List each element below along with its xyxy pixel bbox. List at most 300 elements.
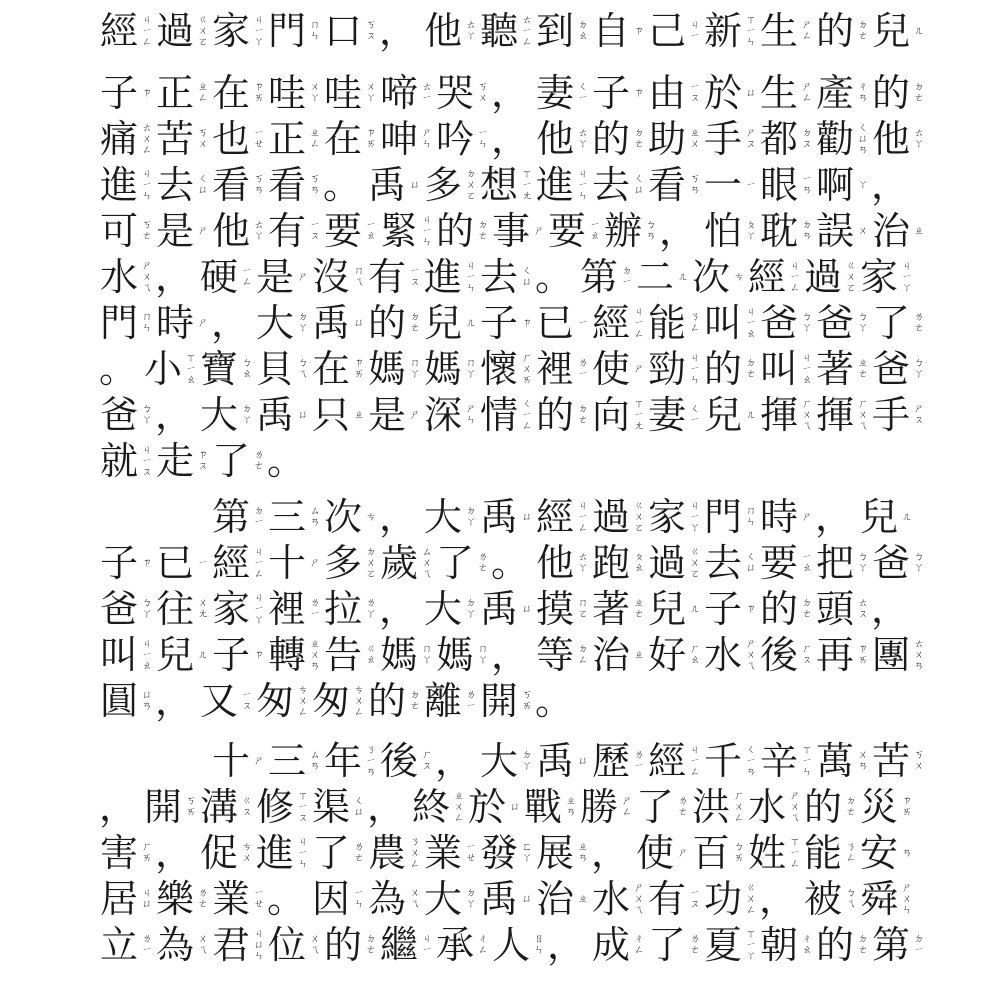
hanzi: 經 (211, 541, 250, 585)
hanzi: 正 (155, 71, 194, 115)
zhuyin: ㄐ ㄧ ㄚ (902, 260, 912, 294)
glyph (535, 5, 591, 57)
zhuyin: ㄓ ㄥ (310, 128, 320, 150)
zhuyin: ㄉ ㄜ (802, 598, 812, 620)
zhuyin: ㄗ (254, 649, 264, 661)
zhuyin: ㄈ ㄚ (522, 842, 532, 864)
zhuyin: ㄐ ㄧ ㄣ (578, 168, 588, 202)
zhuyin: ㄍ ㄨ ㄛ (846, 260, 856, 294)
hanzi: 辛 (759, 739, 798, 783)
hanzi: 己 (647, 9, 686, 53)
glyph (647, 5, 703, 57)
zhuyin: ㄦ (198, 649, 208, 661)
zhuyin: ㄑ ㄩ ㄢ (858, 122, 868, 156)
glyph (143, 781, 199, 833)
glyph (423, 583, 479, 635)
punctuation: ， (871, 587, 910, 631)
zhuyin: ㄩ (522, 603, 532, 615)
glyph (535, 629, 591, 681)
zhuyin: ㄏ ㄠ (690, 644, 700, 666)
glyph (155, 583, 211, 635)
hanzi: 千 (703, 739, 742, 783)
glyph (647, 159, 703, 211)
glyph (815, 5, 871, 57)
zhuyin: ㄕ ㄥ (802, 82, 812, 104)
hanzi: 兒 (647, 587, 686, 631)
glyph (703, 629, 759, 681)
zhuyin: ㄧ ㄠ (366, 220, 376, 242)
zhuyin: ㄘ (366, 511, 376, 523)
glyph (211, 491, 267, 543)
zhuyin: ㄉ ㄜ (478, 220, 488, 242)
zhuyin: ㄕ ㄡ (746, 128, 756, 150)
glyph (435, 629, 491, 681)
hanzi: 開 (143, 785, 182, 829)
zhuyin: ㄍ ㄨ ㄛ (198, 14, 208, 48)
hanzi: 緊 (379, 209, 418, 253)
hanzi: 苦 (155, 117, 194, 161)
zhuyin: ㄗ ㄞ (858, 644, 868, 666)
glyph (759, 919, 815, 971)
glyph (423, 251, 479, 303)
glyph (647, 491, 703, 543)
glyph (479, 827, 535, 879)
glyph (491, 67, 535, 119)
hanzi: 拉 (323, 587, 362, 631)
hanzi: 在 (323, 117, 362, 161)
hanzi: 匆 (311, 679, 350, 723)
glyph (579, 781, 635, 833)
punctuation: ， (435, 739, 474, 783)
hanzi: 懷 (479, 347, 518, 391)
hanzi: 能 (803, 831, 842, 875)
hanzi: 告 (323, 633, 362, 677)
hanzi: 媽 (379, 633, 418, 677)
punctuation: ， (379, 495, 418, 539)
glyph (647, 583, 703, 635)
punctuation: 。 (535, 679, 574, 723)
hanzi: 妻 (647, 393, 686, 437)
hanzi: 次 (323, 495, 362, 539)
zhuyin: ㄉ ㄜ (858, 934, 868, 956)
glyph (759, 389, 815, 441)
hanzi: 朝 (759, 923, 798, 967)
glyph (379, 537, 435, 589)
zhuyin: ㄐ ㄧ ㄚ (254, 14, 264, 48)
hanzi: 要 (547, 209, 586, 253)
glyph (155, 629, 211, 681)
glyph (99, 873, 155, 925)
hanzi: 叫 (99, 633, 138, 677)
zhuyin: ㄌ ㄜ (690, 934, 700, 956)
zhuyin: ㄧ (746, 179, 756, 191)
glyph (871, 67, 927, 119)
hanzi: 再 (815, 633, 854, 677)
glyph (491, 629, 535, 681)
glyph (211, 873, 267, 925)
glyph (267, 537, 323, 589)
zhuyin: ㄧ ㄥ (242, 266, 252, 288)
glyph (859, 781, 915, 833)
punctuation: ， (155, 831, 194, 875)
glyph (591, 389, 647, 441)
glyph (379, 629, 435, 681)
hanzi: 後 (379, 739, 418, 783)
glyph (859, 251, 915, 303)
glyph (199, 675, 255, 727)
zhuyin: ㄨ ㄟ (410, 888, 420, 910)
glyph (535, 735, 591, 787)
hanzi: 成 (591, 923, 630, 967)
hanzi: 兒 (155, 633, 194, 677)
hanzi: 大 (199, 393, 238, 437)
punctuation: ， (379, 587, 418, 631)
zhuyin: ㄉ ㄥ (578, 644, 588, 666)
hanzi: 大 (479, 739, 518, 783)
hanzi: 的 (703, 347, 742, 391)
zhuyin: ㄋ ㄥ (846, 842, 856, 864)
glyph (479, 873, 535, 925)
zhuyin: ㄓ (634, 649, 644, 661)
zhuyin: ㄕ (802, 511, 812, 523)
zhuyin: ㄊ ㄚ (254, 220, 264, 242)
glyph (759, 113, 815, 165)
glyph (815, 629, 871, 681)
glyph (859, 491, 915, 543)
glyph (635, 827, 691, 879)
glyph (591, 827, 635, 879)
zhuyin: ㄨ ㄟ (198, 934, 208, 956)
zhuyin: ㄉ ㄚ (466, 888, 476, 910)
hanzi: 禹 (479, 877, 518, 921)
hanzi: 了 (211, 439, 250, 483)
hanzi: 水 (99, 255, 138, 299)
zhuyin: ㄐ ㄧ ㄚ (254, 592, 264, 626)
zhuyin: ㄊ ㄚ (466, 20, 476, 42)
glyph (759, 735, 815, 787)
glyph (803, 873, 859, 925)
zhuyin: ㄉ ㄜ (634, 128, 644, 150)
zhuyin: ㄦ (678, 271, 688, 283)
hanzi: 在 (211, 71, 250, 115)
glyph (155, 675, 199, 727)
zhuyin: ㄑ ㄩ (198, 174, 208, 196)
glyph (367, 781, 411, 833)
hanzi: 就 (99, 439, 138, 483)
glyph (815, 205, 871, 257)
punctuation: 。 (323, 163, 362, 207)
zhuyin: ㄗ ㄡ (198, 450, 208, 472)
glyph (703, 113, 759, 165)
zhuyin: ㄨ ㄚ (310, 82, 320, 104)
glyph (155, 5, 211, 57)
zhuyin: ㄧ ㄡ (242, 690, 252, 712)
zhuyin: ㄎ ㄢ (254, 174, 264, 196)
zhuyin: ㄉ ㄨ ㄛ (366, 546, 376, 580)
hanzi: 夏 (703, 923, 742, 967)
zhuyin: ㄘ ㄨ ㄥ (354, 684, 364, 718)
hanzi: 修 (255, 785, 294, 829)
hanzi: 時 (155, 301, 194, 345)
glyph (479, 491, 535, 543)
zhuyin: ㄕ ㄨ ㄟ (790, 790, 800, 824)
hanzi: 爸 (815, 301, 854, 345)
zhuyin: ㄒ ㄧ ㄥ (790, 836, 800, 870)
glyph (491, 205, 547, 257)
zhuyin: ㄍ ㄨ ㄛ (634, 500, 644, 534)
hanzi: 手 (871, 393, 910, 437)
glyph (255, 781, 311, 833)
glyph (759, 297, 815, 349)
glyph (435, 205, 491, 257)
zhuyin: ㄕ ㄣ (422, 128, 432, 150)
text-line (99, 919, 927, 971)
glyph (491, 919, 547, 971)
glyph (211, 735, 267, 787)
glyph (759, 205, 815, 257)
hanzi: 十 (267, 541, 306, 585)
glyph (759, 873, 803, 925)
hanzi: 業 (423, 831, 462, 875)
glyph (155, 113, 211, 165)
glyph (815, 491, 859, 543)
punctuation: 。 (491, 541, 530, 585)
glyph (267, 435, 311, 487)
hanzi: 看 (267, 163, 306, 207)
zhuyin: ㄌ ㄧ (310, 598, 320, 620)
zhuyin: ㄕ ㄨ ㄟ (746, 638, 756, 672)
glyph (379, 491, 423, 543)
zhuyin: ㄍ ㄠ (366, 644, 376, 666)
glyph (267, 5, 323, 57)
glyph (211, 5, 267, 57)
zhuyin: ㄐ ㄧ (690, 20, 700, 42)
hanzi: 的 (815, 9, 854, 53)
hanzi: 他 (535, 541, 574, 585)
glyph (99, 491, 155, 543)
hanzi: 過 (803, 255, 842, 299)
zhuyin: ㄗ (634, 87, 644, 99)
hanzi: 過 (591, 495, 630, 539)
zhuyin: ㄧ ㄣ (478, 128, 488, 150)
glyph (747, 781, 803, 833)
zhuyin: ㄘ (734, 271, 744, 283)
hanzi: 終 (411, 785, 450, 829)
glyph (703, 537, 759, 589)
hanzi: 硬 (199, 255, 238, 299)
hanzi: 去 (155, 163, 194, 207)
zhuyin: ㄅ ㄚ (858, 312, 868, 334)
text-line (99, 297, 927, 349)
glyph (99, 297, 155, 349)
glyph (691, 251, 747, 303)
hanzi: 他 (211, 209, 250, 253)
hanzi: 可 (99, 209, 138, 253)
zhuyin: ㄢ (902, 847, 912, 859)
text-line (99, 583, 915, 635)
glyph (647, 919, 703, 971)
hanzi: 看 (211, 163, 250, 207)
hanzi: 助 (647, 117, 686, 161)
zhuyin: ㄧ ㄡ (410, 266, 420, 288)
hanzi: 是 (155, 209, 194, 253)
hanzi: 沒 (311, 255, 350, 299)
hanzi: 爸 (759, 301, 798, 345)
zhuyin: ㄐ ㄧ ㄥ (142, 14, 152, 48)
glyph (155, 67, 211, 119)
text-line (99, 491, 915, 543)
punctuation: 。 (535, 255, 574, 299)
hanzi: 門 (99, 301, 138, 345)
glyph (211, 435, 267, 487)
hanzi: 時 (759, 495, 798, 539)
punctuation: ， (99, 785, 138, 829)
hanzi: 去 (591, 163, 630, 207)
hanzi: 的 (759, 587, 798, 631)
hanzi: 治 (535, 877, 574, 921)
glyph (479, 297, 535, 349)
glyph (479, 343, 535, 395)
glyph (591, 629, 647, 681)
zhuyin: ㄉ ㄜ (846, 796, 856, 818)
glyph (367, 827, 423, 879)
glyph (267, 159, 323, 211)
zhuyin: ㄑ ㄩ (634, 174, 644, 196)
glyph (267, 583, 323, 635)
zhuyin: ㄙ ㄢ (310, 750, 320, 772)
glyph (535, 67, 591, 119)
punctuation: ， (155, 255, 194, 299)
glyph (703, 159, 759, 211)
hanzi: 的 (803, 785, 842, 829)
punctuation: ， (155, 393, 194, 437)
zhuyin: ㄇ ㄛ (578, 598, 588, 620)
hanzi: 事 (491, 209, 530, 253)
glyph (435, 67, 491, 119)
hanzi: 為 (367, 877, 406, 921)
glyph (815, 297, 871, 349)
glyph (647, 389, 703, 441)
zhuyin: ㄨ ㄢ (858, 750, 868, 772)
glyph (423, 5, 479, 57)
hanzi: 經 (747, 255, 786, 299)
hanzi: 展 (535, 831, 574, 875)
hanzi: 大 (423, 877, 462, 921)
zhuyin: ㄩ (354, 317, 364, 329)
hanzi: 經 (99, 9, 138, 53)
glyph (703, 205, 759, 257)
zhuyin: ㄉ ㄡ (802, 128, 812, 150)
hanzi: 生 (759, 9, 798, 53)
zhuyin: ㄑ ㄩ (522, 266, 532, 288)
glyph (647, 873, 703, 925)
hanzi: 辦 (603, 209, 642, 253)
zhuyin: ㄗ (142, 557, 152, 569)
glyph (591, 159, 647, 211)
zhuyin: ㄗ ㄞ (902, 796, 912, 818)
zhuyin: ㄦ (914, 25, 924, 37)
zhuyin: ㄐ ㄧ ㄥ (790, 260, 800, 294)
glyph (99, 435, 155, 487)
punctuation: 。 (267, 877, 306, 921)
hanzi: 災 (859, 785, 898, 829)
zhuyin: ㄅ ㄟ (846, 888, 856, 910)
glyph (747, 251, 803, 303)
glyph (267, 873, 311, 925)
zhuyin: ㄑ ㄩ (746, 552, 756, 574)
glyph (871, 343, 927, 395)
punctuation: ， (659, 209, 698, 253)
text-line (99, 389, 927, 441)
zhuyin: ㄏ ㄨ ㄟ (858, 398, 868, 432)
hanzi: 媽 (367, 347, 406, 391)
zhuyin: ㄓ (578, 893, 588, 905)
hanzi: 十 (211, 739, 250, 783)
punctuation: 。 (267, 439, 306, 483)
zhuyin: ㄗ ㄞ (366, 128, 376, 150)
glyph (659, 205, 703, 257)
zhuyin: ㄕ (198, 317, 208, 329)
hanzi: 媽 (435, 633, 474, 677)
zhuyin: ㄅ ㄚ (802, 312, 812, 334)
hanzi: 自 (591, 9, 630, 53)
hanzi: 跑 (591, 541, 630, 585)
zhuyin: ㄐ ㄧ ㄥ (690, 744, 700, 778)
zhuyin: ㄌ ㄜ (678, 796, 688, 818)
glyph (255, 675, 311, 727)
hanzi: 功 (703, 877, 742, 921)
hanzi: 圓 (99, 679, 138, 723)
glyph (311, 389, 367, 441)
punctuation: ， (759, 877, 798, 921)
zhuyin: ㄅ ㄢ (646, 220, 656, 242)
glyph (99, 537, 155, 589)
text-line (99, 735, 927, 787)
hanzi: 使 (635, 831, 674, 875)
zhuyin: ㄊ ㄡ (858, 598, 868, 620)
hanzi: 裡 (535, 347, 574, 391)
hanzi: 手 (703, 117, 742, 161)
glyph (423, 297, 479, 349)
hanzi: 百 (691, 831, 730, 875)
zhuyin: ㄅ ㄚ (142, 598, 152, 620)
hanzi: 聽 (479, 9, 518, 53)
glyph (323, 919, 379, 971)
zhuyin: ㄩ (746, 87, 756, 99)
zhuyin: ㄅ ㄚ (858, 552, 868, 574)
text-line (99, 159, 915, 211)
glyph (591, 919, 647, 971)
glyph (379, 205, 435, 257)
zhuyin: ㄕ ㄨ ㄟ (142, 260, 152, 294)
hanzi: 農 (367, 831, 406, 875)
hanzi: 寶 (199, 347, 238, 391)
zhuyin: ㄉ ㄧ (622, 266, 632, 288)
hanzi: 眼 (759, 163, 798, 207)
zhuyin: ㄏ ㄡ (422, 750, 432, 772)
glyph (155, 205, 211, 257)
glyph (211, 629, 267, 681)
glyph (423, 343, 479, 395)
glyph (367, 389, 423, 441)
zhuyin: ㄓ ㄜ (858, 358, 868, 380)
hanzi: 都 (759, 117, 798, 161)
zhuyin: ㄊ ㄨ ㄥ (142, 122, 152, 156)
glyph (803, 827, 859, 879)
zhuyin: ㄙ ㄨ ㄟ (422, 546, 432, 580)
glyph (379, 67, 435, 119)
glyph (591, 537, 647, 589)
